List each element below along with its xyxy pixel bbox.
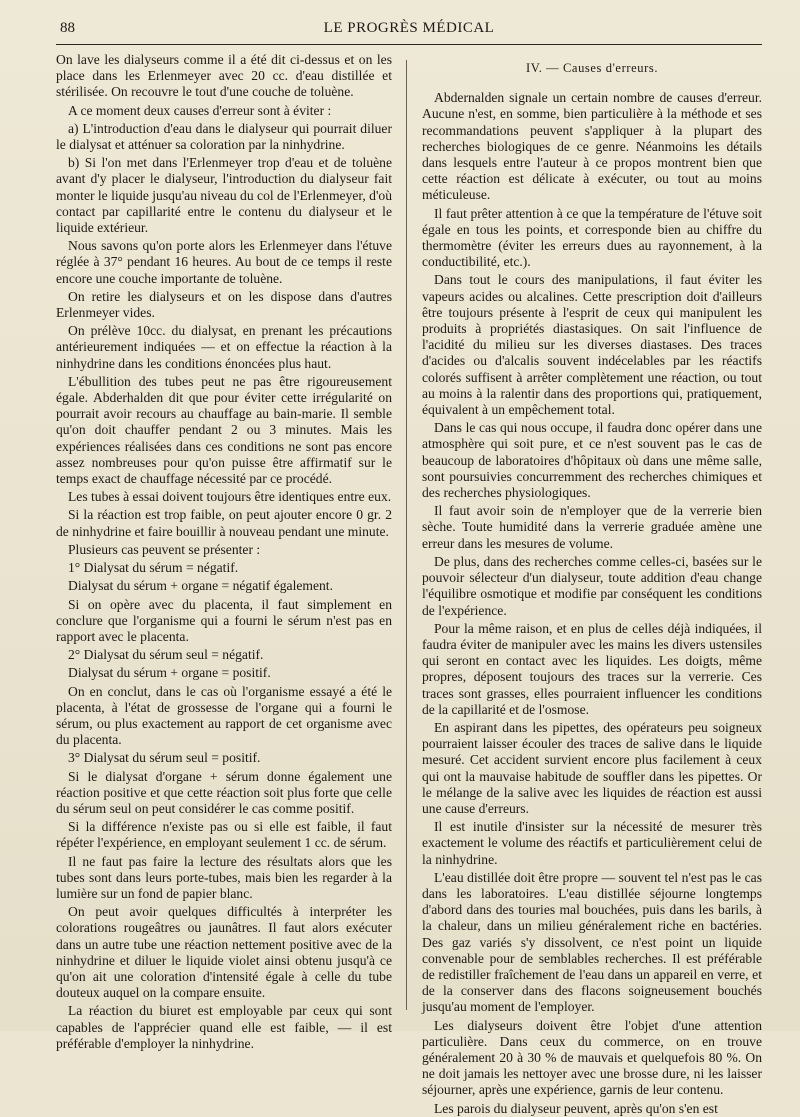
paragraph: L'eau distillée doit être propre — souvent tel n'est pas le cas dans les laboratoires. L'eau distillée séjourne longtemps d'abord dans des touries mal bouchées, puis dans les barils, à la chaleur, dans un milieu généralement riche en bactéries. Des gaz variés s'y dissolvent, ce n'est point un liquide convenable pour de semblables recherches. Il est préférable de redistiller fraîchement de l'eau dans un appareil en verre, et de la conserver dans des flacons soigneusement bouchés jusqu'au moment de l'employer. <box>422 869 762 1015</box>
paragraph: Si la réaction est trop faible, on peut ajouter encore 0 gr. 2 de ninhydrine et faire bouillir à nouveau pendant une minute. <box>56 507 392 539</box>
paragraph: Dans tout le cours des manipulations, il faut éviter les vapeurs acides ou alcalines. Cette prescription doit d'ailleurs être toujours présente à l'esprit de ceux qui manipulent les produits à propriétés diastasiques. On sait l'influence de l'acidité du milieu sur les diverses diastases. Des traces d'acides ou d'alcalis souvent indécelables par les réactifs colorés suffisent à arrêter complètement une réaction, ou tout au moins à la ralentir dans des proportions qui, pratiquement, équivalent à un empêchement total. <box>422 272 762 418</box>
paragraph: Si la différence n'existe pas ou si elle est faible, il faut répéter l'expérience, en employant seulement 1 cc. de sérum. <box>56 819 392 851</box>
column-divider <box>406 60 407 1010</box>
paragraph: b) Si l'on met dans l'Erlenmeyer trop d'eau et de toluène avant d'y placer le dialyseur, l'introduction du dialyseur fait monter le liquide jusqu'au niveau du col de l'Erlenmeyer, d'où contact par capillarité entre le contenu du dialyseur et le liquide extérieur. <box>56 155 392 236</box>
paragraph: Les tubes à essai doivent toujours être identiques entre eux. <box>68 489 392 505</box>
paragraph: Si le dialysat d'organe + sérum donne également une réaction positive et que cette réaction soit plus forte que celle du sérum seul on peut considérer le cas comme positif. <box>56 768 392 816</box>
paragraph: 2° Dialysat du sérum seul = négatif. <box>68 647 264 663</box>
page-number: 88 <box>60 20 75 36</box>
paragraph: On prélève 10cc. du dialysat, en prenant les précautions antérieurement indiquées — et on effectue la réaction à la ninhydrine dans les conditions énoncées plus haut. <box>56 323 392 371</box>
paragraph: Il faut avoir soin de n'employer que de la verrerie bien sèche. Toute humidité dans la verrerie graduée amène une erreur dans les mesures de volume. <box>422 503 762 551</box>
header-rule <box>56 44 762 45</box>
paragraph: Dialysat du sérum + organe = négatif également. <box>68 578 333 594</box>
paragraph: Il est inutile d'insister sur la nécessité de mesurer très exactement le volume des réactifs et particulièrement celui de la ninhydrine. <box>422 819 762 867</box>
paragraph: On peut avoir quelques difficultés à interpréter les colorations rougeâtres ou jaunâtres. Il faut alors exécuter dans un autre tube une réaction nettement positive avec de la ninhydrine et diluer le liquide violet ainsi obtenu jusqu'à ce qu'on ait une coloration d'intensité égale à celle du tube douteux auquel on la compare ensuite. <box>56 904 392 1001</box>
paragraph: Les parois du dialyseur peuvent, après qu'on s'en est <box>434 1100 718 1116</box>
paragraph: La réaction du biuret est employable par ceux qui sont capables de l'apprécier quand elle est faible, — il est préférable d'employer la ninhydrine. <box>56 1003 392 1051</box>
right-column <box>422 52 762 1116</box>
paragraph: Pour la même raison, et en plus de celles déjà indiquées, il faudra éviter de manipuler avec les mains les divers ustensiles qui seront en contact avec les liquides. Les doigts, même propres, déposent toujours des traces sur la verrerie. Ces traces sont grasses, elles pourraient influencer les conditions de la capillarité et de l'osmose. <box>422 620 762 717</box>
paragraph: Dans le cas qui nous occupe, il faudra donc opérer dans une atmosphère qui soit pure, et ce n'est souvent pas le cas de beaucoup de laboratoires d'hôpitaux où dans une même salle, sont poursuivies concurremment des recherches chimiques et des recherches physiologiques. <box>422 420 762 501</box>
paragraph: A ce moment deux causes d'erreur sont à éviter : <box>68 102 332 118</box>
paragraph: Si on opère avec du placenta, il faut simplement en conclure que l'organisme qui a fourni le sérum n'est pas en rapport avec le placenta. <box>56 596 392 644</box>
paragraph: a) L'introduction d'eau dans le dialyseur qui pourrait diluer le dialysat et atténuer sa coloration par la ninhydrine. <box>56 120 392 153</box>
paragraph: On lave les dialyseurs comme il a été dit ci-dessus et on les place dans les Erlenmeyer avec 20 cc. d'eau distillée et stérilisée. On recouvre le tout d'une couche de toluène. <box>56 52 392 100</box>
paragraph: De plus, dans des recherches comme celles-ci, basées sur le pouvoir sélecteur d'un dialyseur, toute addition d'eau change l'équilibre osmotique et modifie par conséquent les conditions de l'expérience. <box>422 553 762 618</box>
paragraph: Il faut prêter attention à ce que la température de l'étuve soit égale en tous les points, et corresponde bien au chiffre du thermomètre (éviter les erreurs dues au rayonnement, à la conductibilité, etc.). <box>422 205 762 270</box>
paragraph: Les dialyseurs doivent être l'objet d'une attention particulière. Dans ceux du commerce, on en trouve généralement 20 à 30 % de mauvais et quelquefois 80 %. On ne doit jamais les nettoyer avec une brosse dure, ni les laisser séjourner, après une expérience, garnis de leur contenu. <box>422 1017 762 1098</box>
journal-title: LE PROGRÈS MÉDICAL <box>323 20 495 36</box>
paragraph: Dialysat du sérum + organe = positif. <box>68 665 271 681</box>
paragraph: Il ne faut pas faire la lecture des résultats alors que les tubes sont dans leurs porte-tubes, mais bien les regarder à la lumière sur un fond de papier blanc. <box>56 853 392 901</box>
paragraph: Abdernalden signale un certain nombre de causes d'erreur. Aucune n'est, en somme, bien particulière à la méthode et ses recommandations peuvent s'appliquer à la plupart des recherches biologiques de ce genre. Néanmoins les détails dans lesquels entre l'auteur à ce propos montrent bien que cette réaction est délicate à exécuter, ou tout au moins méticuleuse. <box>422 90 762 203</box>
paragraph: En aspirant dans les pipettes, des opérateurs peu soigneux pourraient laisser écouler des traces de salive dans le liquide mesuré. Cet accident survient encore plus facilement à ceux qui ont la mauvaise habitude de souffler dans les pipettes. Or le mélange de la salive avec les liquides de réaction est aussi une cause d'erreurs. <box>422 719 762 816</box>
paragraph: 3° Dialysat du sérum seul = positif. <box>68 750 261 766</box>
paragraph: 1° Dialysat du sérum = négatif. <box>68 560 239 576</box>
paragraph: On retire les dialyseurs et on les dispose dans d'autres Erlenmeyer vides. <box>56 288 392 321</box>
page-header <box>56 20 762 42</box>
paragraph: On en conclut, dans le cas où l'organisme essayé a été le placenta, à l'état de grossesse de l'organe qui a fourni le sérum, ou plus exactement au rapport de cet organisme avec du placenta. <box>56 683 392 748</box>
paragraph: Nous savons qu'on porte alors les Erlenmeyer dans l'étuve réglée à 37° pendant 16 heures. Au bout de ce temps il reste encore une couche importante de toluène. <box>56 238 392 286</box>
paragraph: Plusieurs cas peuvent se présenter : <box>68 541 261 557</box>
section-heading: IV. — Causes d'erreurs. <box>525 61 659 75</box>
left-column <box>56 52 392 1051</box>
paragraph: L'ébullition des tubes peut ne pas être rigoureusement égale. Abderhalden dit que pour éviter cette irrégularité on pourrait avoir recours au chauffage au bain-marie. Il semble qu'on doit chauffer pendant 2 ou 3 minutes. Mais les expériences réalisées dans ces conditions ne sont pas encore assez nombreuses pour qu'on puisse être affirmatif sur le temps exact de chauffage nécessité par ce procédé. <box>56 373 392 487</box>
